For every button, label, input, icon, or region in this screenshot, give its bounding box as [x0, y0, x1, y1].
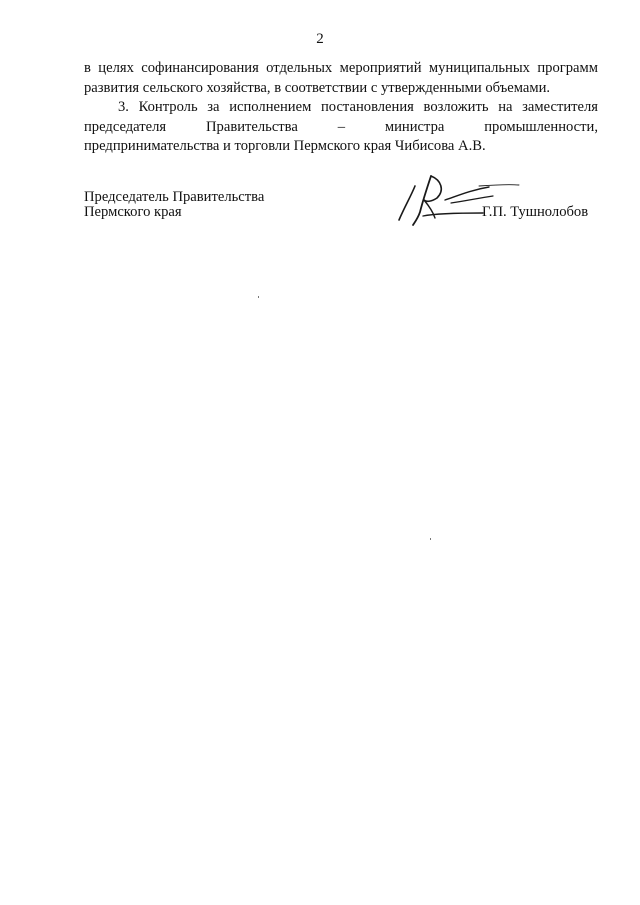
paragraph-line: в целях софинансирования отдельных мероприятий муниципальных программ: [84, 60, 598, 76]
paragraph-cofinancing: [84, 59, 598, 98]
page-number: 2: [316, 31, 324, 47]
handwritten-signature: [393, 170, 529, 232]
signatory-title-line: Пермского края: [84, 204, 182, 220]
signatory-title-line: Председатель Правительства: [84, 189, 265, 205]
paragraph-line: развития сельского хозяйства, в соответствии с утвержденными объемами.: [84, 79, 551, 96]
scan-speck: [430, 538, 431, 540]
signatory-name: Г.П. Тушнолобов: [482, 204, 589, 220]
scan-speck: [258, 296, 259, 298]
signatory-title: [84, 190, 264, 220]
paragraph-control-clause: [84, 98, 598, 157]
paragraph-line: председателя Правительства – министра промышленности,: [84, 118, 598, 135]
paragraph-line: предпринимательства и торговли Пермского края Чибисова А.В.: [84, 138, 486, 154]
paragraph-line: 3. Контроль за исполнением постановления возложить на заместителя: [118, 99, 598, 115]
